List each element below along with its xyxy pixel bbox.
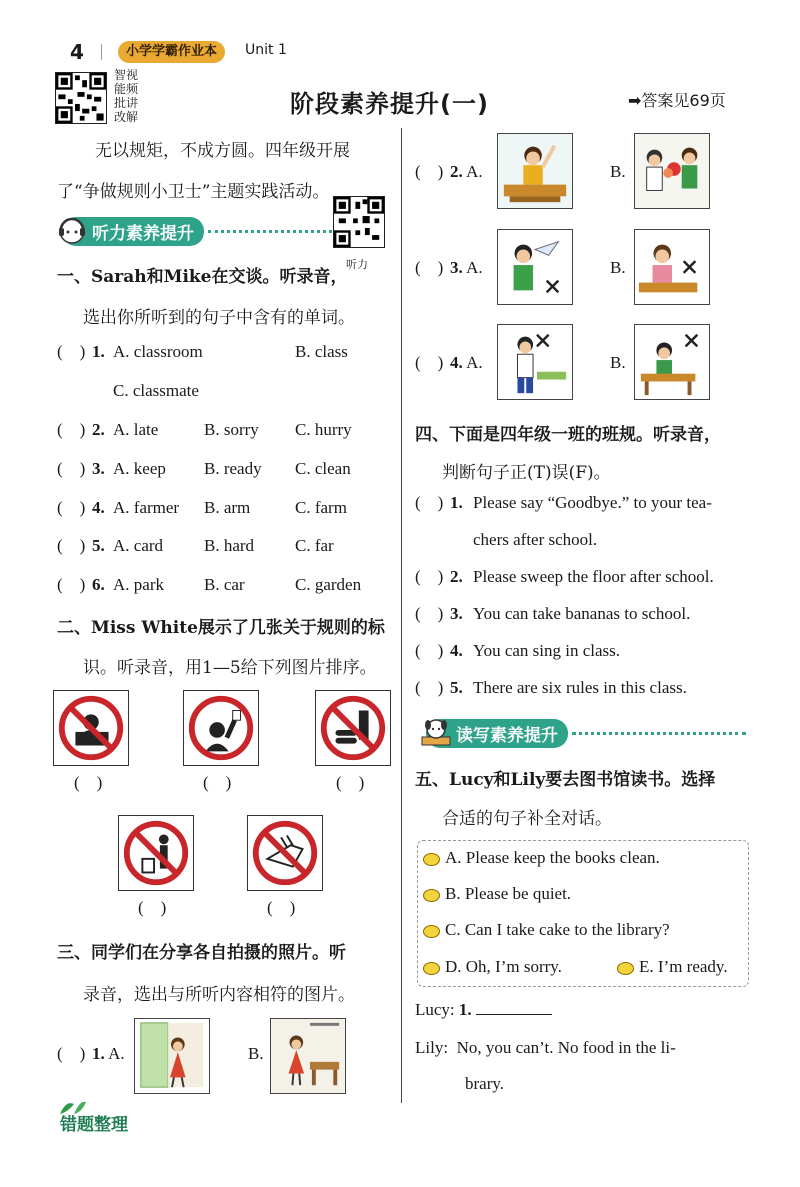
item-number: 4. [92,498,105,517]
intro-line-1: 无以规矩，不成方圆。四年级开展 [95,141,350,161]
section1-answer-blank[interactable]: ( ) [57,342,86,361]
answer-reference: ➡答案见69页 [628,91,726,110]
no-sleeping-sign [53,690,129,766]
answer-blank-1[interactable] [476,1000,552,1015]
section4-answer-blank[interactable]: ( ) [415,567,444,586]
book-name-badge: 小学学霸作业本 [118,41,225,63]
boy-standing-picture [497,324,573,400]
item-number: 3. [450,258,463,277]
bullet-icon [423,889,440,902]
item-number: 1. [92,342,105,361]
item-number: 5. [450,678,463,697]
page-title: 阶段素养提升(一) [290,90,489,118]
option-b-label: B. [610,162,626,181]
section3-answer-blank[interactable]: ( ) [415,353,444,372]
item-number: 1. [450,493,463,512]
item-number: 2. [92,420,105,439]
section4-answer-blank[interactable]: ( ) [415,641,444,660]
option-a-label: A. [466,258,483,277]
option-b: B. arm [204,498,251,517]
unit-label: Unit 1 [245,42,287,58]
section1-answer-blank[interactable]: ( ) [57,420,86,439]
mistakes-section-label: 错题整理 [60,1115,128,1135]
reading-banner [426,720,746,746]
section3-answer-blank[interactable]: ( ) [415,162,444,181]
option-a: A. park [113,575,164,594]
girl-by-desk-picture [270,1018,346,1094]
option-b: B. class [295,342,348,361]
bullet-icon [617,962,634,975]
page-number: 4 [70,40,84,64]
lucy-line [415,1000,552,1020]
sign-answer-blank[interactable]: ( ) [74,773,103,792]
option-text: D. Oh, I’m sorry. [445,957,562,976]
section4-answer-blank[interactable]: ( ) [415,678,444,697]
sign-answer-blank[interactable]: ( ) [203,773,232,792]
section1-title-line1: 一、Sarah和Mike在交谈。听录音， [57,267,348,287]
item-number: 6. [92,575,105,594]
option-a-label: A. [466,353,483,372]
option-text: B. Please be quiet. [445,884,572,903]
girl-at-desk-picture [634,229,710,305]
listening-banner [62,218,332,244]
statement-text: Please sweep the floor after school. [473,567,714,586]
option-a-label: A. [466,162,483,181]
section2-title-line2: 识。听录音，用1—5给下列图片排序。 [83,658,377,678]
section4-answer-blank[interactable]: ( ) [415,604,444,623]
bullet-icon [423,853,440,866]
dog-book-icon [418,713,454,749]
boy-giving-flowers-picture [634,133,710,209]
lily-speaker: Lily: [415,1038,449,1057]
section1-answer-blank[interactable]: ( ) [57,536,86,555]
section3-answer-blank[interactable]: ( ) [57,1044,86,1063]
header-divider [101,44,102,60]
listening-qr-caption: 听力 [346,258,368,271]
blank-number: 1. [458,1000,472,1019]
sign-answer-blank[interactable]: ( ) [138,898,167,917]
option-a: A. keep [113,459,166,478]
bullet-icon [423,925,440,938]
option-a: A. late [113,420,159,439]
option-b-label: B. [610,353,626,372]
intro-line-2: 了“争做规则小卫士”主题实践活动。 [57,182,330,202]
section3-answer-blank[interactable]: ( ) [415,258,444,277]
girl-leaving-door-picture [134,1018,210,1094]
option-b [423,884,571,904]
column-divider [401,128,402,1103]
lily-line [415,1038,676,1058]
statement-text: You can take bananas to school. [473,604,691,623]
statement-text: There are six rules in this class. [473,678,687,697]
bullet-icon [423,962,440,975]
no-food-drink-sign [315,690,391,766]
sign-answer-blank[interactable]: ( ) [267,898,296,917]
qr-label: 智视能频批讲改解 [114,68,139,124]
option-e [617,957,728,977]
item-number: 3. [450,604,463,623]
listening-qr-code[interactable] [333,196,385,248]
option-c: C. far [295,536,334,555]
qr-code[interactable] [55,72,107,124]
item-number: 3. [92,459,105,478]
section4-title-line1: 四、下面是四年级一班的班规。听录音， [415,425,721,445]
banner-dots [572,732,746,735]
option-c: C. clean [295,459,351,478]
option-a [423,848,660,868]
section5-title-line2: 合适的句子补全对话。 [442,809,612,829]
section1-answer-blank[interactable]: ( ) [57,575,86,594]
section3-title-line1: 三、同学们在分享各自拍摄的照片。听 [57,943,346,963]
option-a-label: A. [108,1044,125,1063]
item-number: 5. [92,536,105,555]
option-b: B. sorry [204,420,259,439]
item-number: 2. [450,567,463,586]
option-c: C. farm [295,498,347,517]
statement-text: You can sing in class. [473,641,621,660]
section5-title-line1: 五、Lucy和Lily要去图书馆读书。选择 [415,770,716,790]
option-text: C. Can I take cake to the library? [445,920,670,939]
statement-text-cont: chers after school. [473,530,598,549]
lily-text-cont: brary. [465,1074,505,1093]
raise-hand-sign [183,690,259,766]
boy-paper-plane-picture [497,229,573,305]
statement-text: Please say “Goodbye.” to your tea- [473,493,712,512]
option-c: C. classmate [113,381,199,400]
boy-raising-hand-picture [497,133,573,209]
option-b: B. hard [204,536,255,555]
option-b: B. ready [204,459,262,478]
headphones-icon [54,211,90,247]
boy-sitting-picture [634,324,710,400]
option-c: C. hurry [295,420,352,439]
option-c: C. garden [295,575,362,594]
lily-text: No, you can’t. No food in the li- [456,1038,676,1057]
section3-title-line2: 录音，选出与所听内容相符的图片。 [83,985,355,1005]
section1-answer-blank[interactable]: ( ) [57,498,86,517]
item-number: 4. [450,641,463,660]
item-number: 1. [92,1044,105,1063]
item-number: 2. [450,162,463,181]
option-d [423,957,562,977]
option-a: A. card [113,536,164,555]
listening-banner-label: 听力素养提升 [92,223,194,244]
section1-title-line2: 选出你所听到的句子中含有的单词。 [83,308,355,328]
section2-title-line1: 二、Miss White展示了几张关于规则的标 [57,618,385,638]
sign-answer-blank[interactable]: ( ) [336,773,365,792]
section4-title-line2: 判断句子正(T)误(F)。 [442,463,611,483]
no-littering-sign [118,815,194,891]
item-number: 4. [450,353,463,372]
lucy-speaker: Lucy: [415,1000,455,1019]
section1-answer-blank[interactable]: ( ) [57,459,86,478]
no-hitting-sign [247,815,323,891]
option-b: B. car [204,575,245,594]
option-b-label: B. [248,1044,264,1063]
section4-answer-blank[interactable]: ( ) [415,493,444,512]
option-a: A. farmer [113,498,180,517]
option-text: A. Please keep the books clean. [445,848,660,867]
option-c [423,920,670,940]
reading-banner-label: 读写素养提升 [456,725,558,746]
banner-dots [208,230,332,233]
option-b-label: B. [610,258,626,277]
option-text: E. I’m ready. [639,957,728,976]
option-a: A. classroom [113,342,203,361]
